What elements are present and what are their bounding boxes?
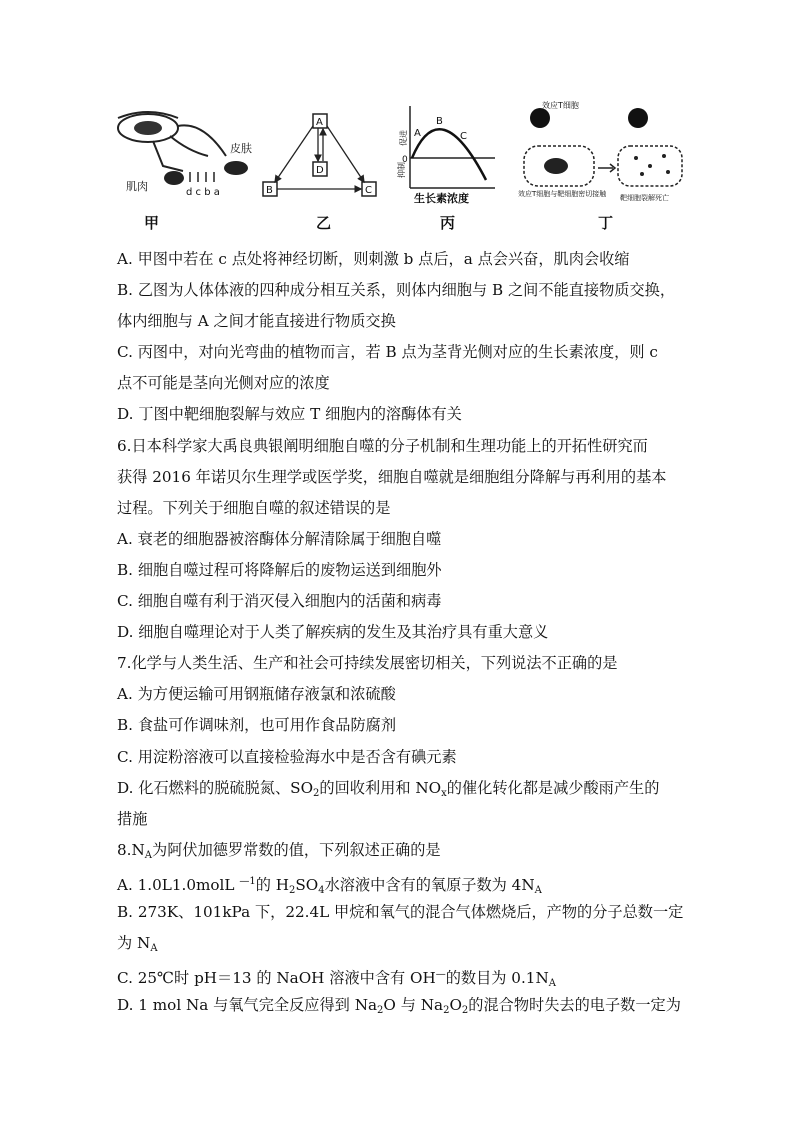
text-line: 体内细胞与 A 之间才能直接进行物质交换	[117, 312, 396, 331]
ylabel-top: 促进	[399, 130, 408, 146]
text-line: $8.N_A$为阿伏加德罗常数的值，下列叙述正确的是	[117, 840, 441, 861]
caption-right: 靶细胞裂解死亡	[620, 194, 669, 202]
text-line: A. 为方便运输可用钢瓶储存液氯和浓硫酸	[117, 685, 396, 704]
t-cell-label: 效应T细胞	[542, 101, 579, 110]
node-a: A	[316, 117, 323, 128]
text-line: 7.化学与人类生活、生产和社会可持续发展密切相关，下列说法不正确的是	[117, 654, 618, 673]
text-line: D. 细胞自噬理论对于人类了解疾病的发生及其治疗具有重大意义	[117, 623, 549, 642]
text-line: C. 丙图中，对向光弯曲的植物而言，若 B 点为茎背光侧对应的生长素浓度，则 c	[117, 343, 658, 362]
auxin-curve-chart	[390, 96, 500, 206]
text-line: B. 273K、101kPa 下，22.4L 甲烷和氧气的混合气体燃烧后，产物的分子总数一定	[117, 902, 684, 921]
text-line: A. 衰老的细胞器被溶酶体分解清除属于细胞自噬	[117, 529, 442, 548]
xlabel: 生长素浓度	[414, 192, 469, 205]
figure-label-yi: 乙	[316, 214, 332, 232]
text-line: D. 化石燃料的脱硫脱氮、$SO_2$的回收利用和 $NO_x$的催化转化都是减少酸雨产生的	[117, 778, 660, 799]
point-b: B	[436, 116, 443, 127]
t-cell-diagram	[518, 96, 688, 208]
text-line: B. 食盐可作调味剂，也可用作食品防腐剂	[117, 716, 397, 735]
question-text	[117, 244, 687, 1021]
text-line: 过程。下列关于细胞自噬的叙述错误的是	[117, 498, 391, 517]
figure-jia	[108, 96, 258, 232]
point-a: A	[414, 128, 421, 139]
text-line: B. 细胞自噬过程可将降解后的废物运送到细胞外	[117, 560, 442, 579]
figure-yi	[258, 96, 388, 232]
point-c: C	[460, 131, 467, 142]
text-line: C. 25℃时 pH＝13 的 NaOH 溶液中含有 OH—的数目为 $0.1N_A$	[117, 969, 556, 990]
figure-label-ding: 丁	[598, 214, 614, 232]
text-line: A. 甲图中若在 c 点处将神经切断，则刺激 b 点后，a 点会兴奋，肌肉会收缩	[117, 250, 630, 268]
caption-left: 效应T细胞与靶细胞密切接触	[518, 190, 607, 198]
skin-label: 皮肤	[230, 142, 252, 155]
muscle-label: 肌肉	[126, 180, 148, 193]
text-line: C. 细胞自噬有利于消灭侵入细胞内的活菌和病毒	[117, 592, 442, 611]
figure-ding	[518, 96, 688, 232]
text-line: 获得 2016 年诺贝尔生理学或医学奖，细胞自噬就是细胞组分降解与再利用的基本	[117, 467, 667, 486]
node-b: B	[266, 185, 273, 196]
node-d: D	[316, 165, 324, 176]
figure-bing	[390, 96, 500, 232]
points-label: d c b a	[186, 187, 220, 198]
text-line: B. 乙图为人体体液的四种成分相互关系，则体内细胞与 B 之间不能直接物质交换，	[117, 281, 676, 300]
body-fluid-diagram	[258, 96, 388, 206]
text-line: A. 1.0L1.0molL $^{—1}$的 $H_2SO_4$水溶液中含有的氧原子数为 $4N_A$	[117, 875, 542, 896]
text-line: 6.日本科学家大禹良典银阐明细胞自噬的分子机制和生理功能上的开拓性研究而	[117, 436, 648, 455]
zero-label: 0	[402, 155, 408, 165]
text-line: D. 1 mol Na 与氧气完全反应得到 $Na_2O$ 与 $Na_2O_2$的混合物时失去的电子数一定为	[117, 996, 681, 1017]
text-line: C. 用淀粉溶液可以直接检验海水中是否含有碘元素	[117, 747, 457, 766]
figure-row	[108, 96, 688, 246]
reflex-arc-diagram	[108, 96, 258, 206]
figure-label-bing: 丙	[440, 214, 456, 232]
node-c: C	[365, 185, 372, 196]
text-line: 措施	[117, 809, 148, 828]
text-line: D. 丁图中靶细胞裂解与效应 T 细胞内的溶酶体有关	[117, 405, 462, 424]
ylabel-bottom: 抑制	[397, 162, 406, 178]
text-line: 点不可能是茎向光侧对应的浓度	[117, 374, 330, 393]
figure-label-jia: 甲	[144, 214, 160, 232]
text-line: 为 $N_A$	[117, 934, 158, 955]
